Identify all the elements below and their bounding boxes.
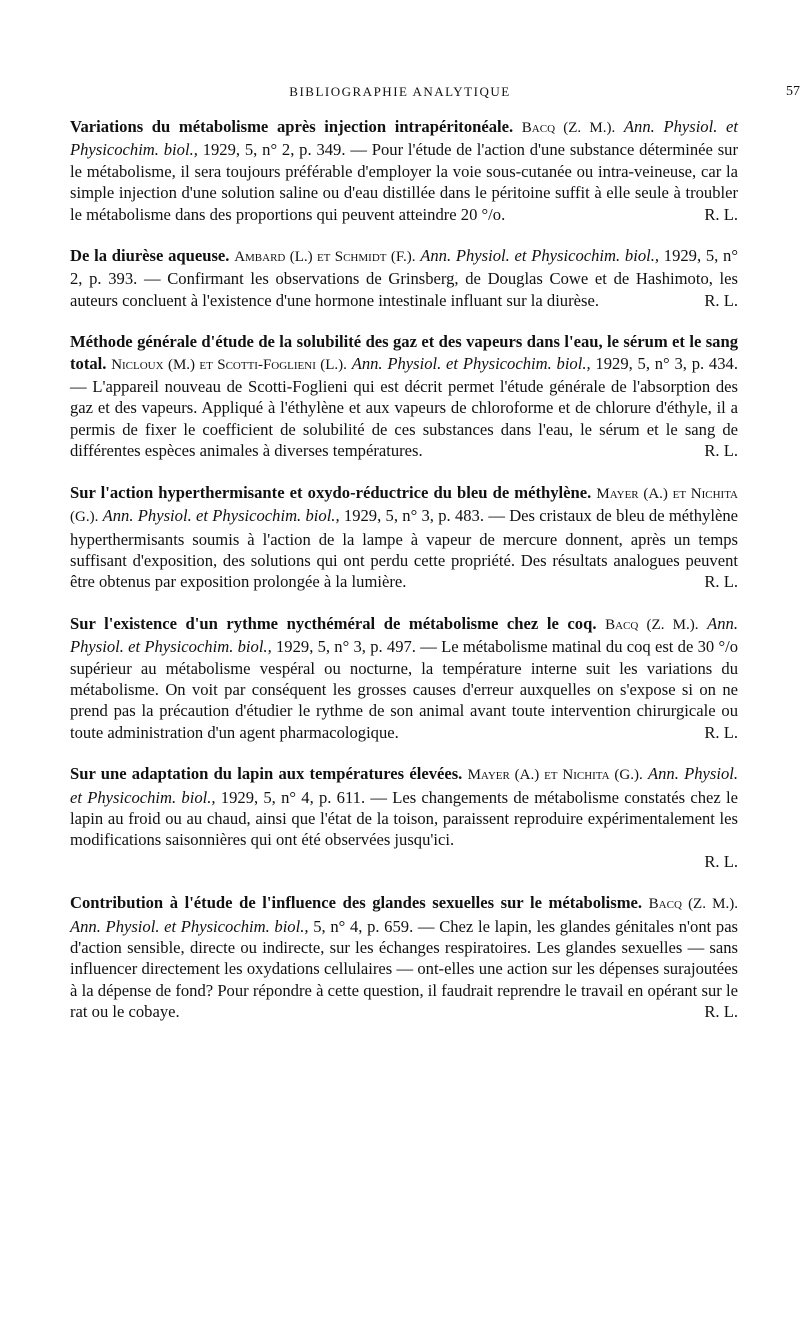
bibliography-entry — [70, 613, 738, 743]
entry-journal: Ann. Physiol. et Physicochim. biol., — [70, 613, 738, 657]
bibliography-entry — [70, 331, 738, 461]
entry-authors: Nicloux (M.) et Scotti-Foglieni (L.). — [111, 356, 347, 373]
entry-signature: R. L. — [704, 722, 738, 742]
entry-signature: R. L. — [704, 1002, 738, 1022]
bibliography-list — [70, 116, 738, 1043]
bibliography-entry — [70, 482, 738, 593]
entry-citation: 1929, 5, n° 3, p. 497. — [276, 637, 416, 657]
entry-authors: Ambard (L.) et Schmidt (F.). — [234, 249, 416, 266]
entry-title: Variations du métabolisme après injection intrapéritonéale. — [70, 117, 514, 136]
entry-citation: 1929, 5, n° 4, p. 611. — [220, 787, 366, 807]
entry-journal: Ann. Physiol. et Physicochim. biol., — [351, 353, 591, 373]
entry-title: De la diurèse aqueuse. — [70, 246, 230, 266]
entry-abstract: — Les changements de métabolisme constatés chez le lapin au froid ou au chaud, ainsi que l'état de la toison, paraissent reproduire expérimentalement les modifications saisonnières qui ont été observées jusqu'ici. — [70, 787, 738, 850]
entry-title: Sur l'action hyperthermisante et oxydo-réductrice du bleu de méthylène. — [70, 482, 592, 502]
entry-signature: R. L. — [704, 441, 738, 461]
entry-journal: Ann. Physiol. et Physicochim. biol., — [102, 506, 340, 526]
bibliography-entry — [70, 116, 738, 225]
entry-abstract: — Pour l'étude de l'action d'une substance déterminée sur le métabolisme, il sera toujours préférable d'employer la voie sous-cutanée ou intra-veineuse, car la simple injection d'une solution saline ou d'eau distillée dans le péritoine suffit à elle seule à troubler le métabolisme dans des proportions qui peuvent atteindre 20 °/o. — [70, 140, 738, 224]
entry-signature: R. L. — [704, 204, 738, 224]
entry-citation: 1929, 5, n° 3, p. 483. — [343, 506, 485, 526]
entry-authors: Mayer (A.) et Nichita (G.). — [70, 485, 738, 526]
entry-authors: Mayer (A.) et Nichita (G.). — [467, 767, 643, 784]
entry-signature: R. L. — [704, 290, 738, 310]
entry-title: Sur l'existence d'un rythme nycthéméral de métabolisme chez le coq. — [70, 613, 597, 633]
entry-abstract: — L'appareil nouveau de Scotti-Foglieni qui est décrit permet l'étude générale de l'absorption des gaz et des vapeurs. Appliqué à l'éthylène et aux vapeurs de chloroforme et de chlorure d'éthyle, il a permis de fixer le coefficient de solubilité de ces substances dans l'eau, le sérum et le sang de différentes espèces animales à diverses températures. — [70, 377, 738, 461]
entry-journal: Ann. Physiol. et Physicochim. biol., — [420, 246, 660, 266]
entry-title: Contribution à l'étude de l'influence des glandes sexuelles sur le métabolisme. — [70, 893, 643, 913]
entry-journal: Ann. Physiol. et Physicochim. biol., — [70, 764, 738, 807]
entry-journal: Ann. Physiol. et Physicochim. biol., — [70, 117, 738, 160]
entry-abstract: — Des cristaux de bleu de méthylène hyperthermisants soumis à l'action de la lampe à vapeur de mercure donnent, après un temps suffisant d'exposition, des solutions qui ont perdu cette propriété. Des résultats analogues peuvent être obtenus par exposition prolongée à la lumière. — [70, 506, 738, 592]
bibliography-entry — [70, 892, 738, 1022]
entry-citation: 1929, 5, n° 3, p. 434. — [595, 353, 738, 373]
entry-authors: Bacq (Z. M.). — [648, 896, 738, 913]
entry-title: Méthode générale d'étude de la solubilité des gaz et des vapeurs dans l'eau, le sérum et le sang total. — [70, 332, 738, 373]
entry-journal: Ann. Physiol. et Physicochim. biol., — [70, 916, 309, 936]
bibliography-entry — [70, 763, 738, 872]
entry-abstract: — Confirmant les observations de Grinsberg, de Douglas Cowe et de Hashimoto, les auteurs concluent à l'existence d'une hormone intestinale influant sur la diurèse. — [70, 269, 738, 310]
entry-citation: 1929, 5, n° 2, p. 349. — [202, 140, 346, 160]
entry-abstract: — Le métabolisme matinal du coq est de 30 °/o supérieur au métabolisme vespéral ou nocturne, la température interne suit les variations du métabolisme. On voit par conséquent les grosses causes d'erreur auxquelles on s'expose si on ne prend pas la précaution d'étudier le rythme de son animal avant toute intervention chirurgicale ou toute administration d'un agent pharmacologique. — [70, 637, 738, 742]
entry-citation: 1929, 5, n° 2, p. 393. — [70, 246, 738, 289]
entry-signature: R. L. — [704, 851, 738, 871]
page-number: 57 — [786, 84, 800, 99]
entry-citation: 5, n° 4, p. 659. — [313, 916, 414, 936]
entry-authors: Bacq (Z. M.). — [605, 616, 699, 633]
entry-abstract: — Chez le lapin, les glandes génitales n'ont pas d'action sensible, directe ou indirecte, sur les échanges respiratoires. Les glandes sexuelles — sans influencer directement les oxydations cellulaires — ont-elles une action sur les dépenses surajoutées à la dépense de fond? Pour répondre à cette question, il faudrait reprendre le travail en opérant sur le rat ou le cobaye. — [70, 916, 739, 1022]
entry-signature: R. L. — [704, 572, 738, 592]
bibliography-entry — [70, 245, 738, 311]
entry-authors: Bacq (Z. M.). — [521, 120, 616, 136]
entry-title: Sur une adaptation du lapin aux températures élevées. — [70, 764, 463, 784]
running-head-title: BIBLIOGRAPHIE ANALYTIQUE — [289, 84, 511, 99]
